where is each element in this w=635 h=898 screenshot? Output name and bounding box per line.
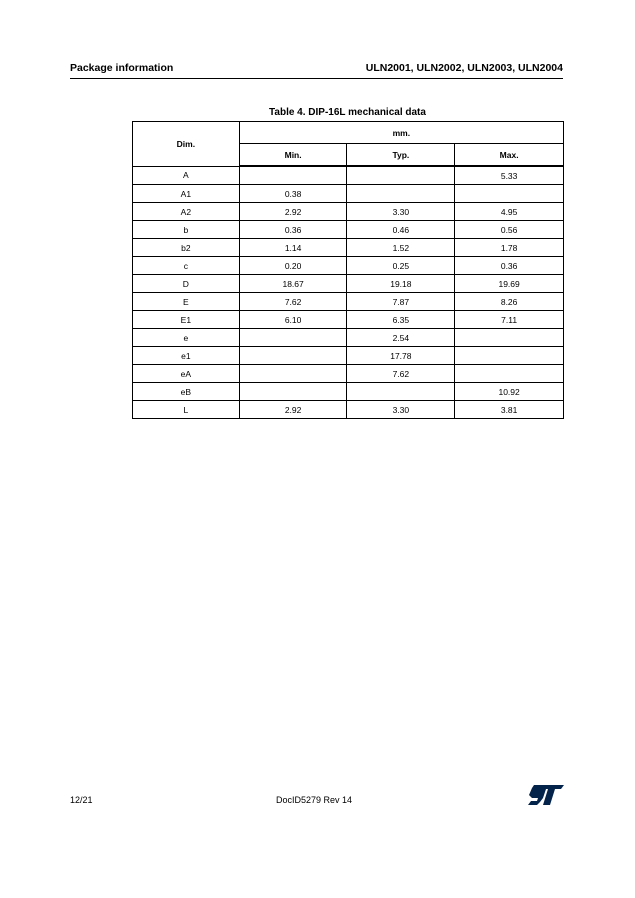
product-list: ULN2001, ULN2002, ULN2003, ULN2004 (365, 62, 563, 74)
max-cell: 0.36 (455, 257, 564, 275)
dim-cell: A (133, 166, 240, 185)
table-row (133, 293, 564, 311)
min-cell: 1.14 (239, 239, 347, 257)
dim-header: Dim. (133, 122, 240, 167)
dim-cell: e (133, 329, 240, 347)
typ-cell: 3.30 (347, 203, 455, 221)
max-cell (455, 329, 564, 347)
dim-cell: A1 (133, 185, 240, 203)
max-cell (455, 185, 564, 203)
min-cell: 0.38 (239, 185, 347, 203)
min-cell: 2.92 (239, 203, 347, 221)
max-cell: 0.56 (455, 221, 564, 239)
header-divider (70, 78, 563, 79)
table-row (133, 275, 564, 293)
max-cell: 4.95 (455, 203, 564, 221)
table-row (133, 221, 564, 239)
min-cell (239, 365, 347, 383)
dim-cell: b2 (133, 239, 240, 257)
min-cell (239, 329, 347, 347)
max-cell: 1.78 (455, 239, 564, 257)
min-cell: 18.67 (239, 275, 347, 293)
dim-cell: E (133, 293, 240, 311)
min-cell: 6.10 (239, 311, 347, 329)
st-logo-icon (528, 785, 564, 805)
min-cell (239, 383, 347, 401)
typ-header: Typ. (347, 144, 455, 167)
table-row (133, 166, 564, 185)
typ-cell: 7.87 (347, 293, 455, 311)
typ-cell: 0.25 (347, 257, 455, 275)
table-row (133, 365, 564, 383)
dim-cell: D (133, 275, 240, 293)
dim-cell: A2 (133, 203, 240, 221)
max-cell: 19.69 (455, 275, 564, 293)
min-cell (239, 347, 347, 365)
table-row (133, 185, 564, 203)
table-row (133, 203, 564, 221)
dim-cell: b (133, 221, 240, 239)
typ-cell: 3.30 (347, 401, 455, 419)
table-row (133, 311, 564, 329)
min-cell: 0.36 (239, 221, 347, 239)
typ-cell: 0.46 (347, 221, 455, 239)
table-row (133, 401, 564, 419)
table-row (133, 257, 564, 275)
section-title: Package information (70, 62, 174, 74)
table-body (133, 166, 564, 419)
dim-cell: E1 (133, 311, 240, 329)
table-row (133, 347, 564, 365)
page-header (70, 62, 563, 78)
max-cell (455, 365, 564, 383)
max-header: Max. (455, 144, 564, 167)
typ-cell: 19.18 (347, 275, 455, 293)
table-row (133, 383, 564, 401)
min-header: Min. (239, 144, 347, 167)
unit-header: mm. (239, 122, 563, 144)
page-number: 12/21 (70, 795, 93, 805)
mechanical-data-table (132, 121, 564, 419)
table-row (133, 329, 564, 347)
min-cell (239, 166, 347, 185)
typ-cell: 2.54 (347, 329, 455, 347)
max-cell: 7.11 (455, 311, 564, 329)
typ-cell: 7.62 (347, 365, 455, 383)
max-cell: 8.26 (455, 293, 564, 311)
min-cell: 7.62 (239, 293, 347, 311)
typ-cell (347, 383, 455, 401)
dim-cell: c (133, 257, 240, 275)
dim-cell: eA (133, 365, 240, 383)
table-row (133, 239, 564, 257)
max-cell: 10.92 (455, 383, 564, 401)
min-cell: 2.92 (239, 401, 347, 419)
typ-cell: 17.78 (347, 347, 455, 365)
document-id: DocID5279 Rev 14 (276, 795, 353, 805)
typ-cell (347, 185, 455, 203)
dim-cell: L (133, 401, 240, 419)
max-cell: 3.81 (455, 401, 564, 419)
max-cell (455, 347, 564, 365)
dim-cell: e1 (133, 347, 240, 365)
table-caption: Table 4. DIP-16L mechanical data (269, 107, 426, 118)
typ-cell: 6.35 (347, 311, 455, 329)
dim-cell: eB (133, 383, 240, 401)
max-cell: 5.33 (455, 166, 564, 185)
typ-cell: 1.52 (347, 239, 455, 257)
min-cell: 0.20 (239, 257, 347, 275)
page-footer (70, 795, 563, 809)
typ-cell (347, 166, 455, 185)
